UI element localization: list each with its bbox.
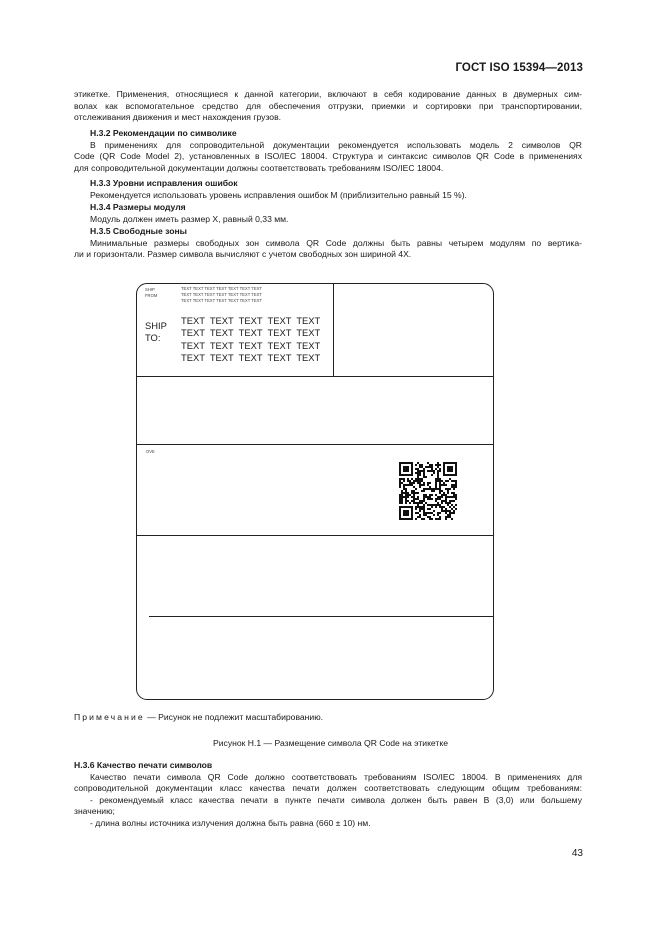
text-line: волах как вспомогательное средство для обеспечения отгрузки, приемки и сортировки при транспортировании,: [74, 100, 582, 111]
ship-from-label: SHIP FROM: [145, 287, 158, 299]
section-title: Н.3.4 Размеры модуля: [90, 202, 186, 212]
text-line: значению;: [74, 806, 115, 816]
qr-code-image: [399, 462, 457, 520]
text-line: ли и горизонтали. Размер символа вычисляют с учетом свободных зон шириной 4Х.: [74, 249, 412, 259]
section-title: Н.3.2 Рекомендации по символике: [90, 128, 237, 138]
label-divider-2: [137, 444, 493, 445]
section-h35: [74, 226, 582, 261]
text-line: В применениях для сопроводительной документации рекомендуется использовать модель 2 символов QR: [90, 139, 582, 150]
address-divider: [333, 284, 334, 376]
text-line: отслеживания движения и мест нахождения грузов.: [74, 112, 282, 122]
page-number: 43: [571, 848, 583, 859]
text-line: Рекомендуется использовать уровень исправления ошибок М (приблизительно равный 15 %).: [90, 189, 467, 200]
label-divider-1: [137, 376, 493, 377]
section-title: Н.3.5 Свободные зоны: [90, 226, 187, 236]
text-line: этикетке. Применения, относящиеся к данной категории, включают в себя кодирование данных в двумерных сим-: [74, 89, 582, 99]
ship-from-address: TEXT TEXT TEXT TEXT TEXT TEXT TEXT TEXT TEXT TEXT TEXT TEXT TEXT TEXT TEXT TEXT TEXT TEXT TEXT TEXT TEXT: [181, 286, 262, 304]
label-divider-3: [137, 535, 493, 536]
note-text: — Рисунок не подлежит масштабированию.: [144, 712, 324, 722]
intro-paragraph: [74, 89, 582, 124]
note-prefix: Примечание: [74, 712, 145, 722]
section-title: Н.3.6 Качество печати символов: [74, 760, 213, 770]
section-h33: [74, 178, 582, 201]
list-item: - длина волны источника излучения должна быть равна (660 ± 10) нм.: [90, 817, 371, 828]
small-field-label: OVE: [146, 449, 155, 454]
document-header: ГОСТ ISO 15394—2013: [455, 62, 583, 74]
section-h36: [74, 760, 582, 829]
text-line: Минимальные размеры свободных зон символа QR Code должны быть равны четырем модулям по вертика-: [90, 237, 582, 248]
figure-caption: Рисунок Н.1 — Размещение символа QR Code на этикетке: [213, 738, 448, 748]
ship-to-label: SHIP TO:: [145, 320, 167, 344]
text-line: Модуль должен иметь размер X, равный 0,33 мм.: [90, 213, 289, 224]
ship-to-address: TEXT TEXT TEXT TEXT TEXT TEXT TEXT TEXT TEXT TEXT TEXT TEXT TEXT TEXT TEXT TEXT TEXT TEXT TEXT TEXT: [181, 315, 321, 364]
text-line: Качество печати символа QR Code должно соответствовать требованиям ISO/IEC 18004. В применениях для: [90, 771, 582, 782]
list-item: - рекомендуемый класс качества печати в пункте печати символа должен быть равен В (3,0) или большему: [90, 794, 582, 805]
section-h32: [74, 128, 582, 174]
text-line: Code (QR Code Model 2), установленных в ISO/IEC 18004. Структура и синтаксис символов QR Code в применениях: [74, 151, 582, 161]
figure-note: [74, 712, 323, 722]
section-title: Н.3.3 Уровни исправления ошибок: [90, 178, 238, 188]
section-h34: [74, 202, 582, 225]
label-divider-4: [149, 616, 493, 617]
text-line: для сопроводительной документации должны соответствовать требованиям ISO/IEC 18004.: [74, 162, 444, 173]
text-line: сопроводительной документации класс качества печати должен соответствовать следующим общим требованиям:: [74, 783, 582, 793]
